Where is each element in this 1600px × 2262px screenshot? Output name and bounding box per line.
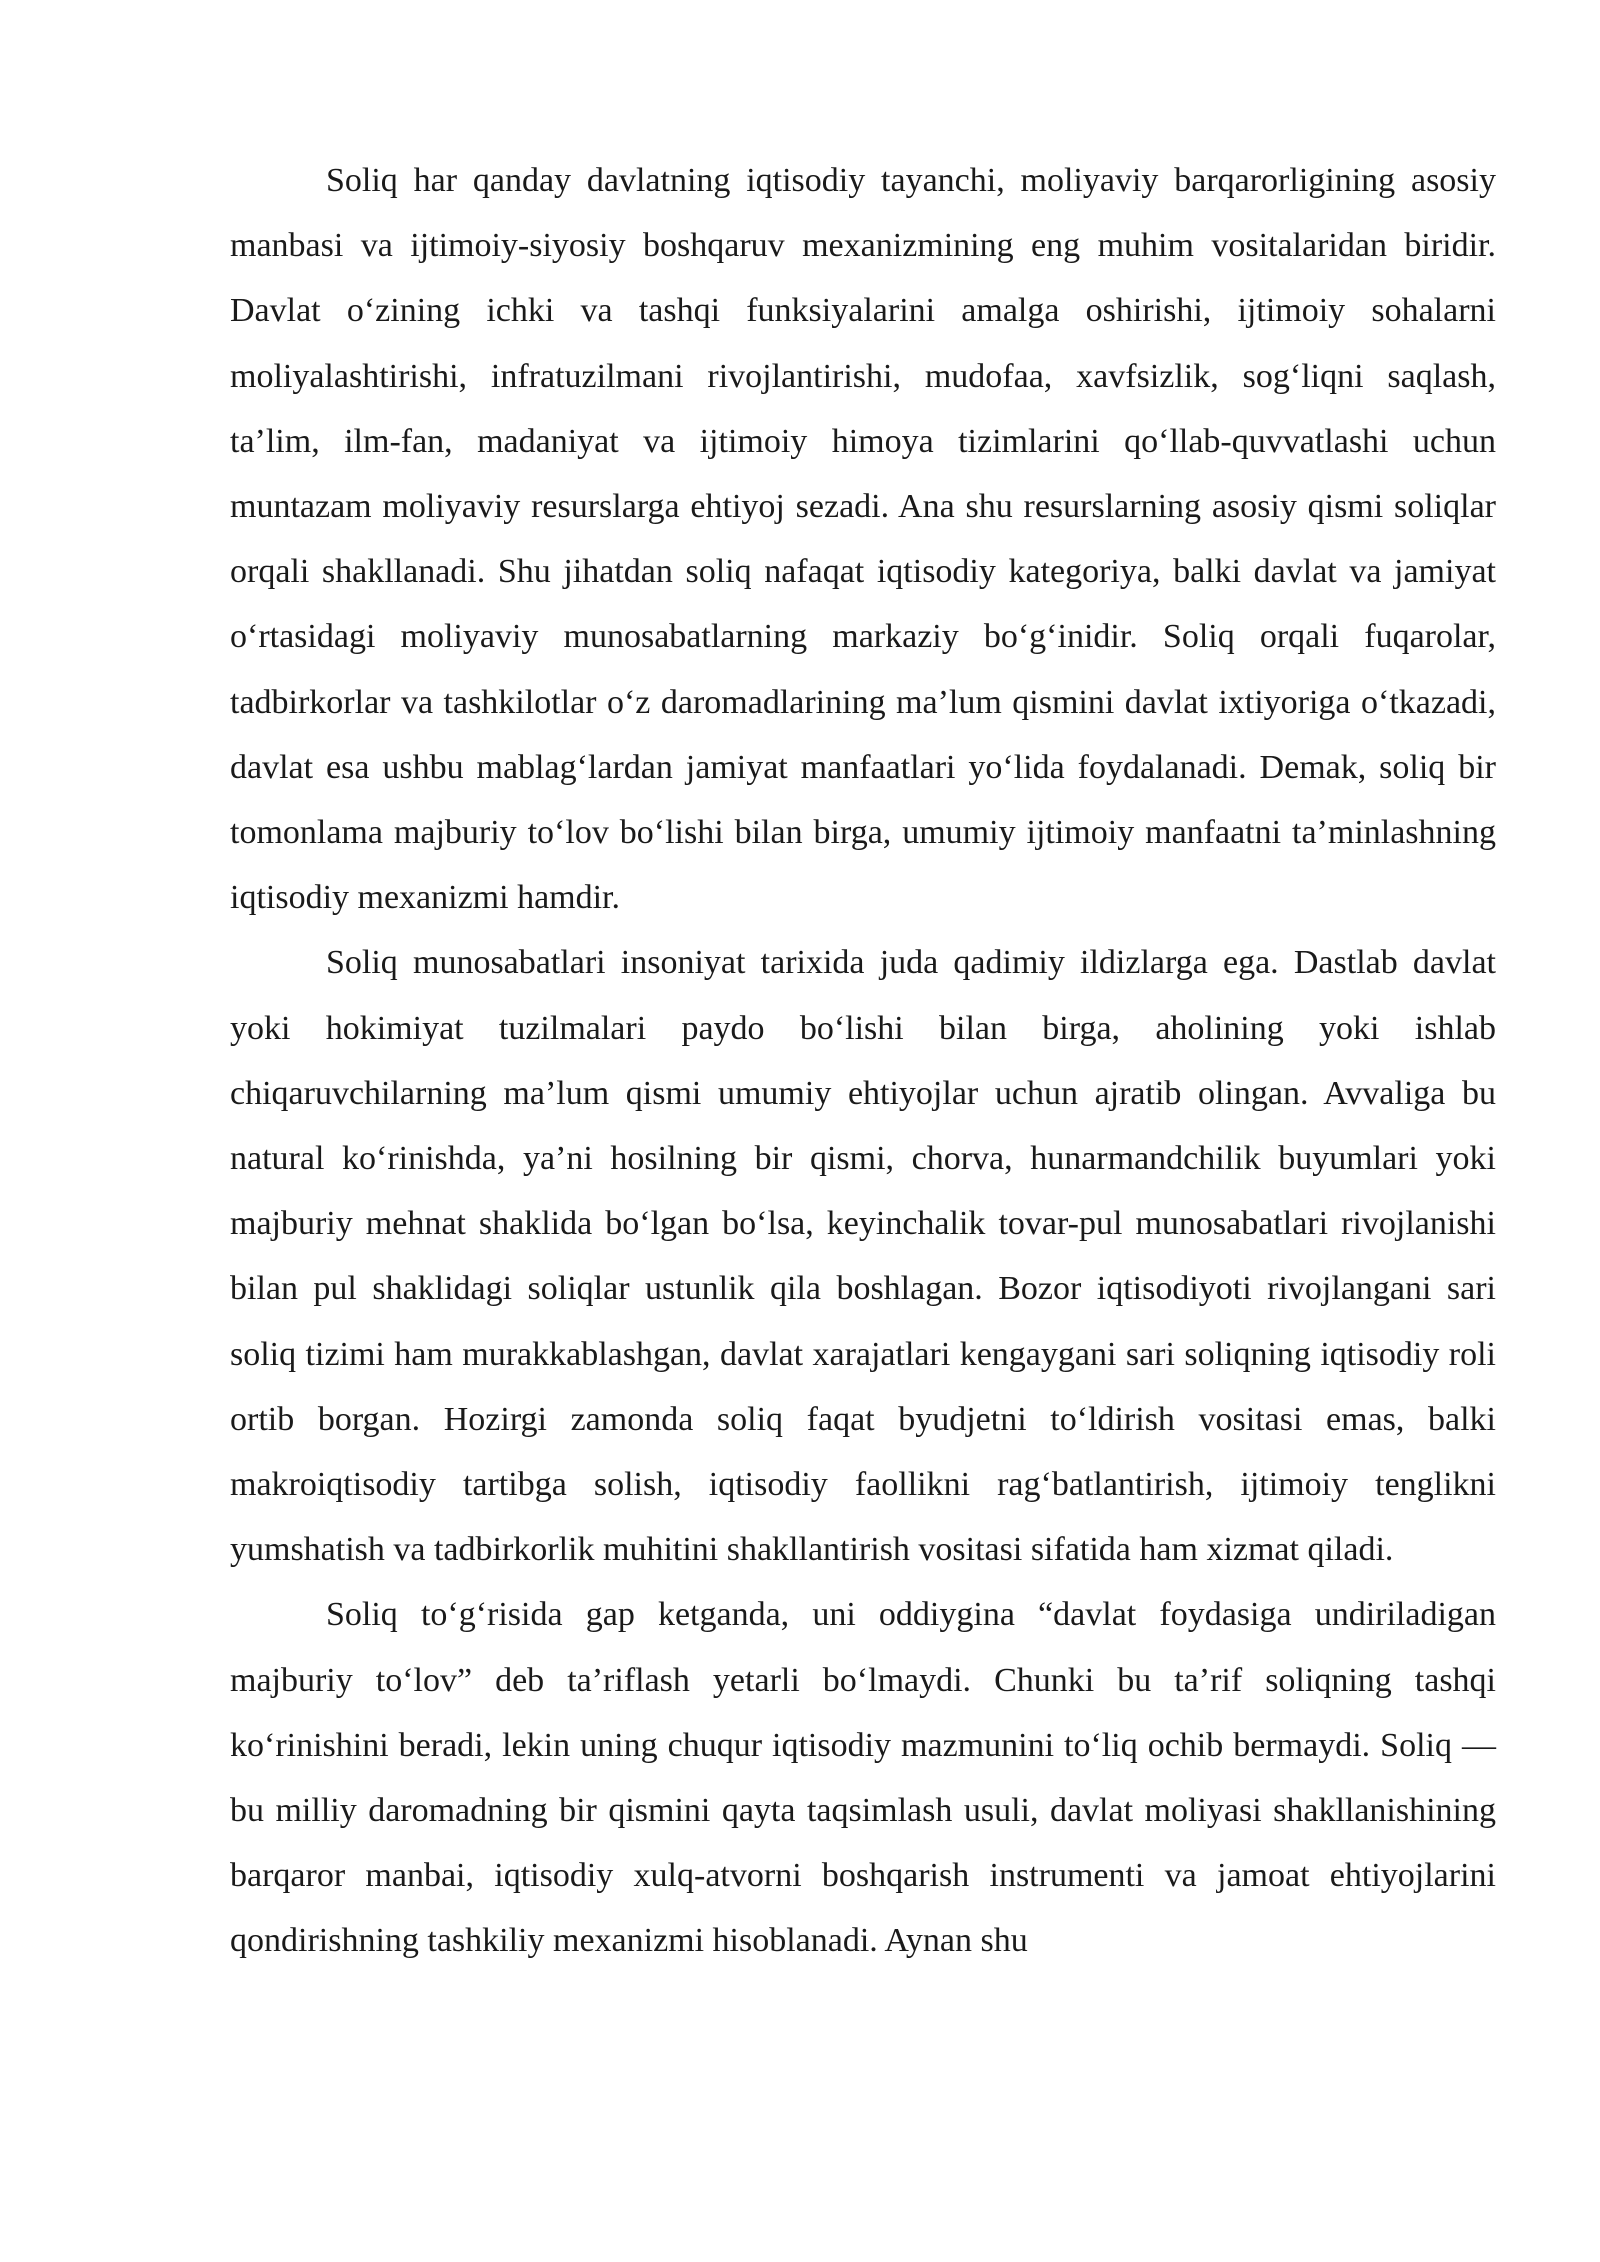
body-text	[230, 148, 1496, 1974]
paragraph-2: Soliq munosabatlari insoniyat tarixida juda qadimiy ildizlarga ega. Dastlab davlat yoki hokimiyat tuzilmalari paydo bo‘lishi bilan birga, aholining yoki ishlab chiqaruvchilarning ma’lum qismi umumiy ehtiyojlar uchun ajratib olingan. Avvaliga bu natural ko‘rinishda, ya’ni hosilning bir qismi, chorva, hunarmandchilik buyumlari yoki majburiy mehnat shaklida bo‘lgan bo‘lsa, keyinchalik tovar-pul munosabatlari rivojlanishi bilan pul shaklidagi soliqlar ustunlik qila boshlagan. Bozor iqtisodiyoti rivojlangani sari soliq tizimi ham murakkablashgan, davlat xarajatlari kengaygani sari soliqning iqtisodiy roli ortib borgan. Hozirgi zamonda soliq faqat byudjetni to‘ldirish vositasi emas, balki makroiqtisodiy tartibga solish, iqtisodiy faollikni rag‘batlantirish, ijtimoiy tenglikni yumshatish va tadbirkorlik muhitini shakllantirish vositasi sifatida ham xizmat qiladi.	[230, 944, 1496, 1569]
paragraph-3: Soliq to‘g‘risida gap ketganda, uni oddiygina “davlat foydasiga undiriladigan majburiy to‘lov” deb ta’riflash yetarli bo‘lmaydi. Chunki bu ta’rif soliqning tashqi ko‘rinishini beradi, lekin uning chuqur iqtisodiy mazmunini to‘liq ochib bermaydi. Soliq — bu milliy daromadning bir qismini qayta taqsimlash usuli, davlat moliyasi shakllanishining barqaror manbai, iqtisodiy xulq-atvorni boshqarish instrumenti va jamoat ehtiyojlarini qondirishning tashkiliy mexanizmi hisoblanadi. Aynan shu	[230, 1596, 1496, 1960]
paragraph-1: Soliq har qanday davlatning iqtisodiy tayanchi, moliyaviy barqarorligining asosiy manbasi va ijtimoiy-siyosiy boshqaruv mexanizmining eng muhim vositalaridan biridir. Davlat o‘zining ichki va tashqi funksiyalarini amalga oshirishi, ijtimoiy sohalarni moliyalashtirishi, infratuzilmani rivojlantirishi, mudofaa, xavfsizlik, sog‘liqni saqlash, ta’lim, ilm-fan, madaniyat va ijtimoiy himoya tizimlarini qo‘llab-quvvatlashi uchun muntazam moliyaviy resurslarga ehtiyoj sezadi. Ana shu resurslarning asosiy qismi soliqlar orqali shakllanadi. Shu jihatdan soliq nafaqat iqtisodiy kategoriya, balki davlat va jamiyat o‘rtasidagi moliyaviy munosabatlarning markaziy bo‘g‘inidir. Soliq orqali fuqarolar, tadbirkorlar va tashkilotlar o‘z daromadlarining ma’lum qismini davlat ixtiyoriga o‘tkazadi, davlat esa ushbu mablag‘lardan jamiyat manfaatlari yo‘lida foydalanadi. Demak, soliq bir tomonlama majburiy to‘lov bo‘lishi bilan birga, umumiy ijtimoiy manfaatni ta’minlashning iqtisodiy mexanizmi hamdir.	[230, 162, 1496, 917]
